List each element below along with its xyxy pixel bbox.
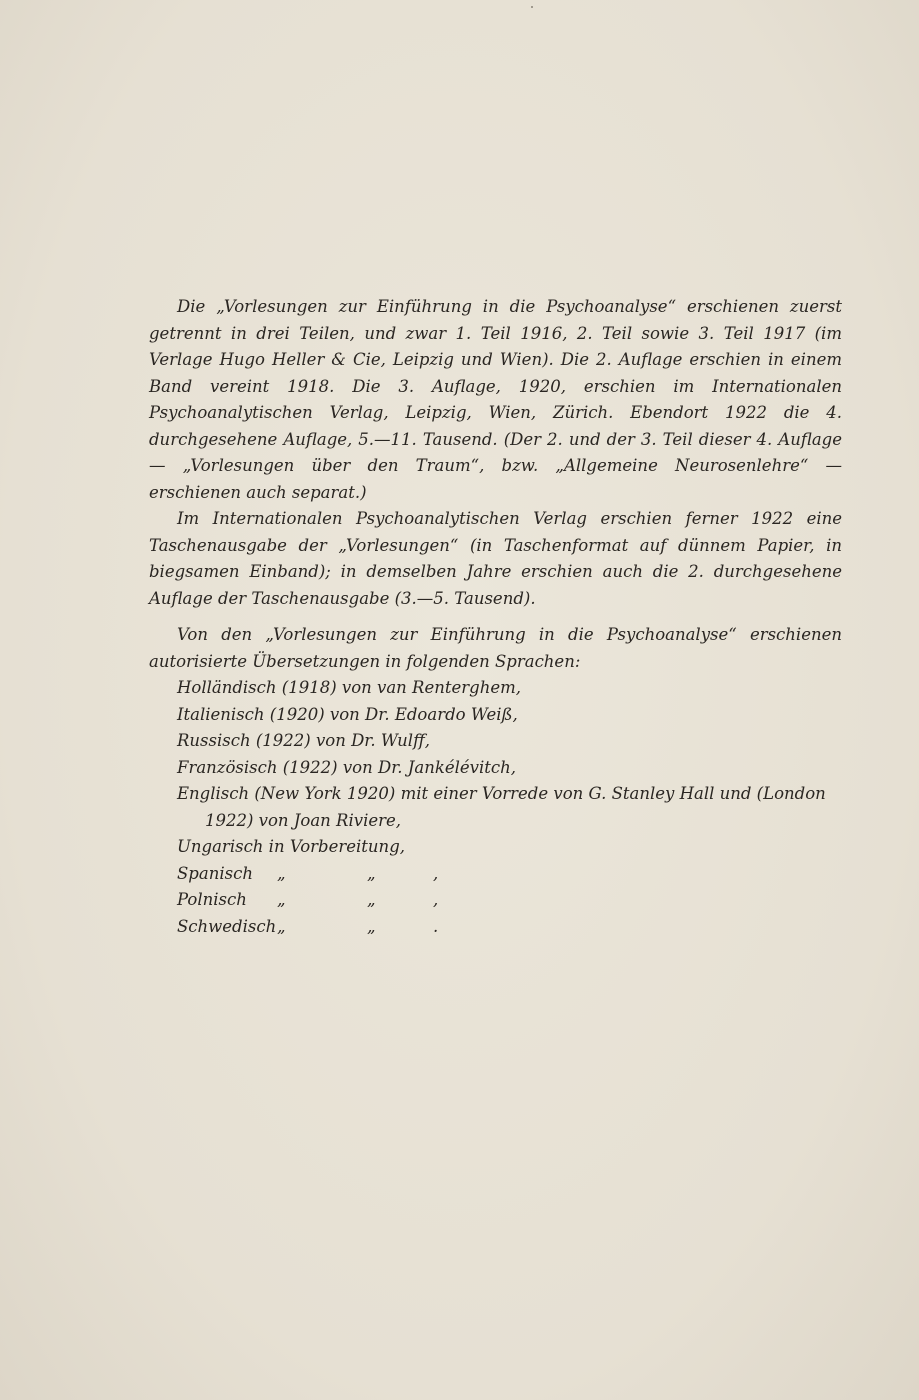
ditto-row bbox=[177, 861, 842, 888]
text-block bbox=[149, 294, 842, 940]
row-punctuation: , bbox=[433, 863, 439, 883]
translations-intro-paragraph: Von den „Vorlesungen zur Einführung in die Psychoanalyse“ erschienen autorisierte Übersetzungen in folgenden Sprachen: bbox=[149, 625, 842, 671]
row-punctuation: . bbox=[433, 916, 439, 936]
page-speck bbox=[531, 6, 533, 8]
list-item: Russisch (1922) von Dr. Wulff, bbox=[177, 731, 431, 750]
ditto-mark: „ bbox=[367, 890, 376, 909]
ditto-mark: „ bbox=[277, 863, 286, 883]
list-item: Holländisch (1918) von van Renterghem, bbox=[177, 678, 521, 697]
publication-history-paragraph: Die „Vorlesungen zur Einführung in die Psychoanalyse“ erschienen zuerst getrennt in drei Teilen, und zwar 1. Teil 1916, 2. Teil sowie 3. Teil 1917 (im Verlage Hugo Heller & Cie, Leipzig und Wien). Die 2. Auflage erschien in einem Band vereint 1918. Die 3. Auflage, 1920, erschien im Internationalen Psychoanalytischen Verlag, Leipzig, Wien, Zürich. Ebendort 1922 die 4. durchgesehene Auflage, 5.—11. Tausend. (Der 2. und der 3. Teil dieser 4. Auflage — „Vorlesungen über den Traum“, bzw. „Allgemeine Neurosenlehre“ — erschienen auch separat.) bbox=[149, 297, 842, 502]
pocket-edition-paragraph: Im Internationalen Psychoanalytischen Verlag erschien ferner 1922 eine Taschenausgabe der „Vorlesungen“ (in Taschenformat auf dünnem Papier, in biegsamen Einband); in demselben Jahre erschien auch die 2. durchgesehene Auflage der Taschenausgabe (3.—5. Tausend). bbox=[149, 509, 842, 608]
language-name: Schwedisch bbox=[177, 916, 277, 936]
language-name: Polnisch bbox=[177, 890, 247, 909]
list-item bbox=[149, 861, 842, 888]
list-item bbox=[149, 914, 842, 941]
list-item: Französisch (1922) von Dr. Jankélévitch, bbox=[177, 757, 517, 777]
ditto-mark: „ bbox=[367, 916, 376, 936]
paragraph-spacer bbox=[149, 612, 842, 622]
language-name: Spanisch bbox=[177, 863, 253, 883]
list-item bbox=[149, 887, 842, 914]
translations-list bbox=[149, 675, 842, 940]
row-punctuation: , bbox=[433, 890, 439, 909]
ditto-mark: „ bbox=[277, 916, 286, 936]
list-item: Ungarisch in Vorbereitung, bbox=[177, 837, 405, 856]
list-item: Italienisch (1920) von Dr. Edoardo Weiß, bbox=[177, 704, 518, 724]
list-item: Englisch (New York 1920) mit einer Vorrede von G. Stanley Hall und (London 1922) von Joan Riviere, bbox=[177, 784, 826, 830]
ditto-row bbox=[177, 914, 842, 941]
ditto-row bbox=[177, 887, 842, 914]
ditto-mark: „ bbox=[277, 890, 286, 909]
ditto-mark: „ bbox=[367, 863, 376, 883]
